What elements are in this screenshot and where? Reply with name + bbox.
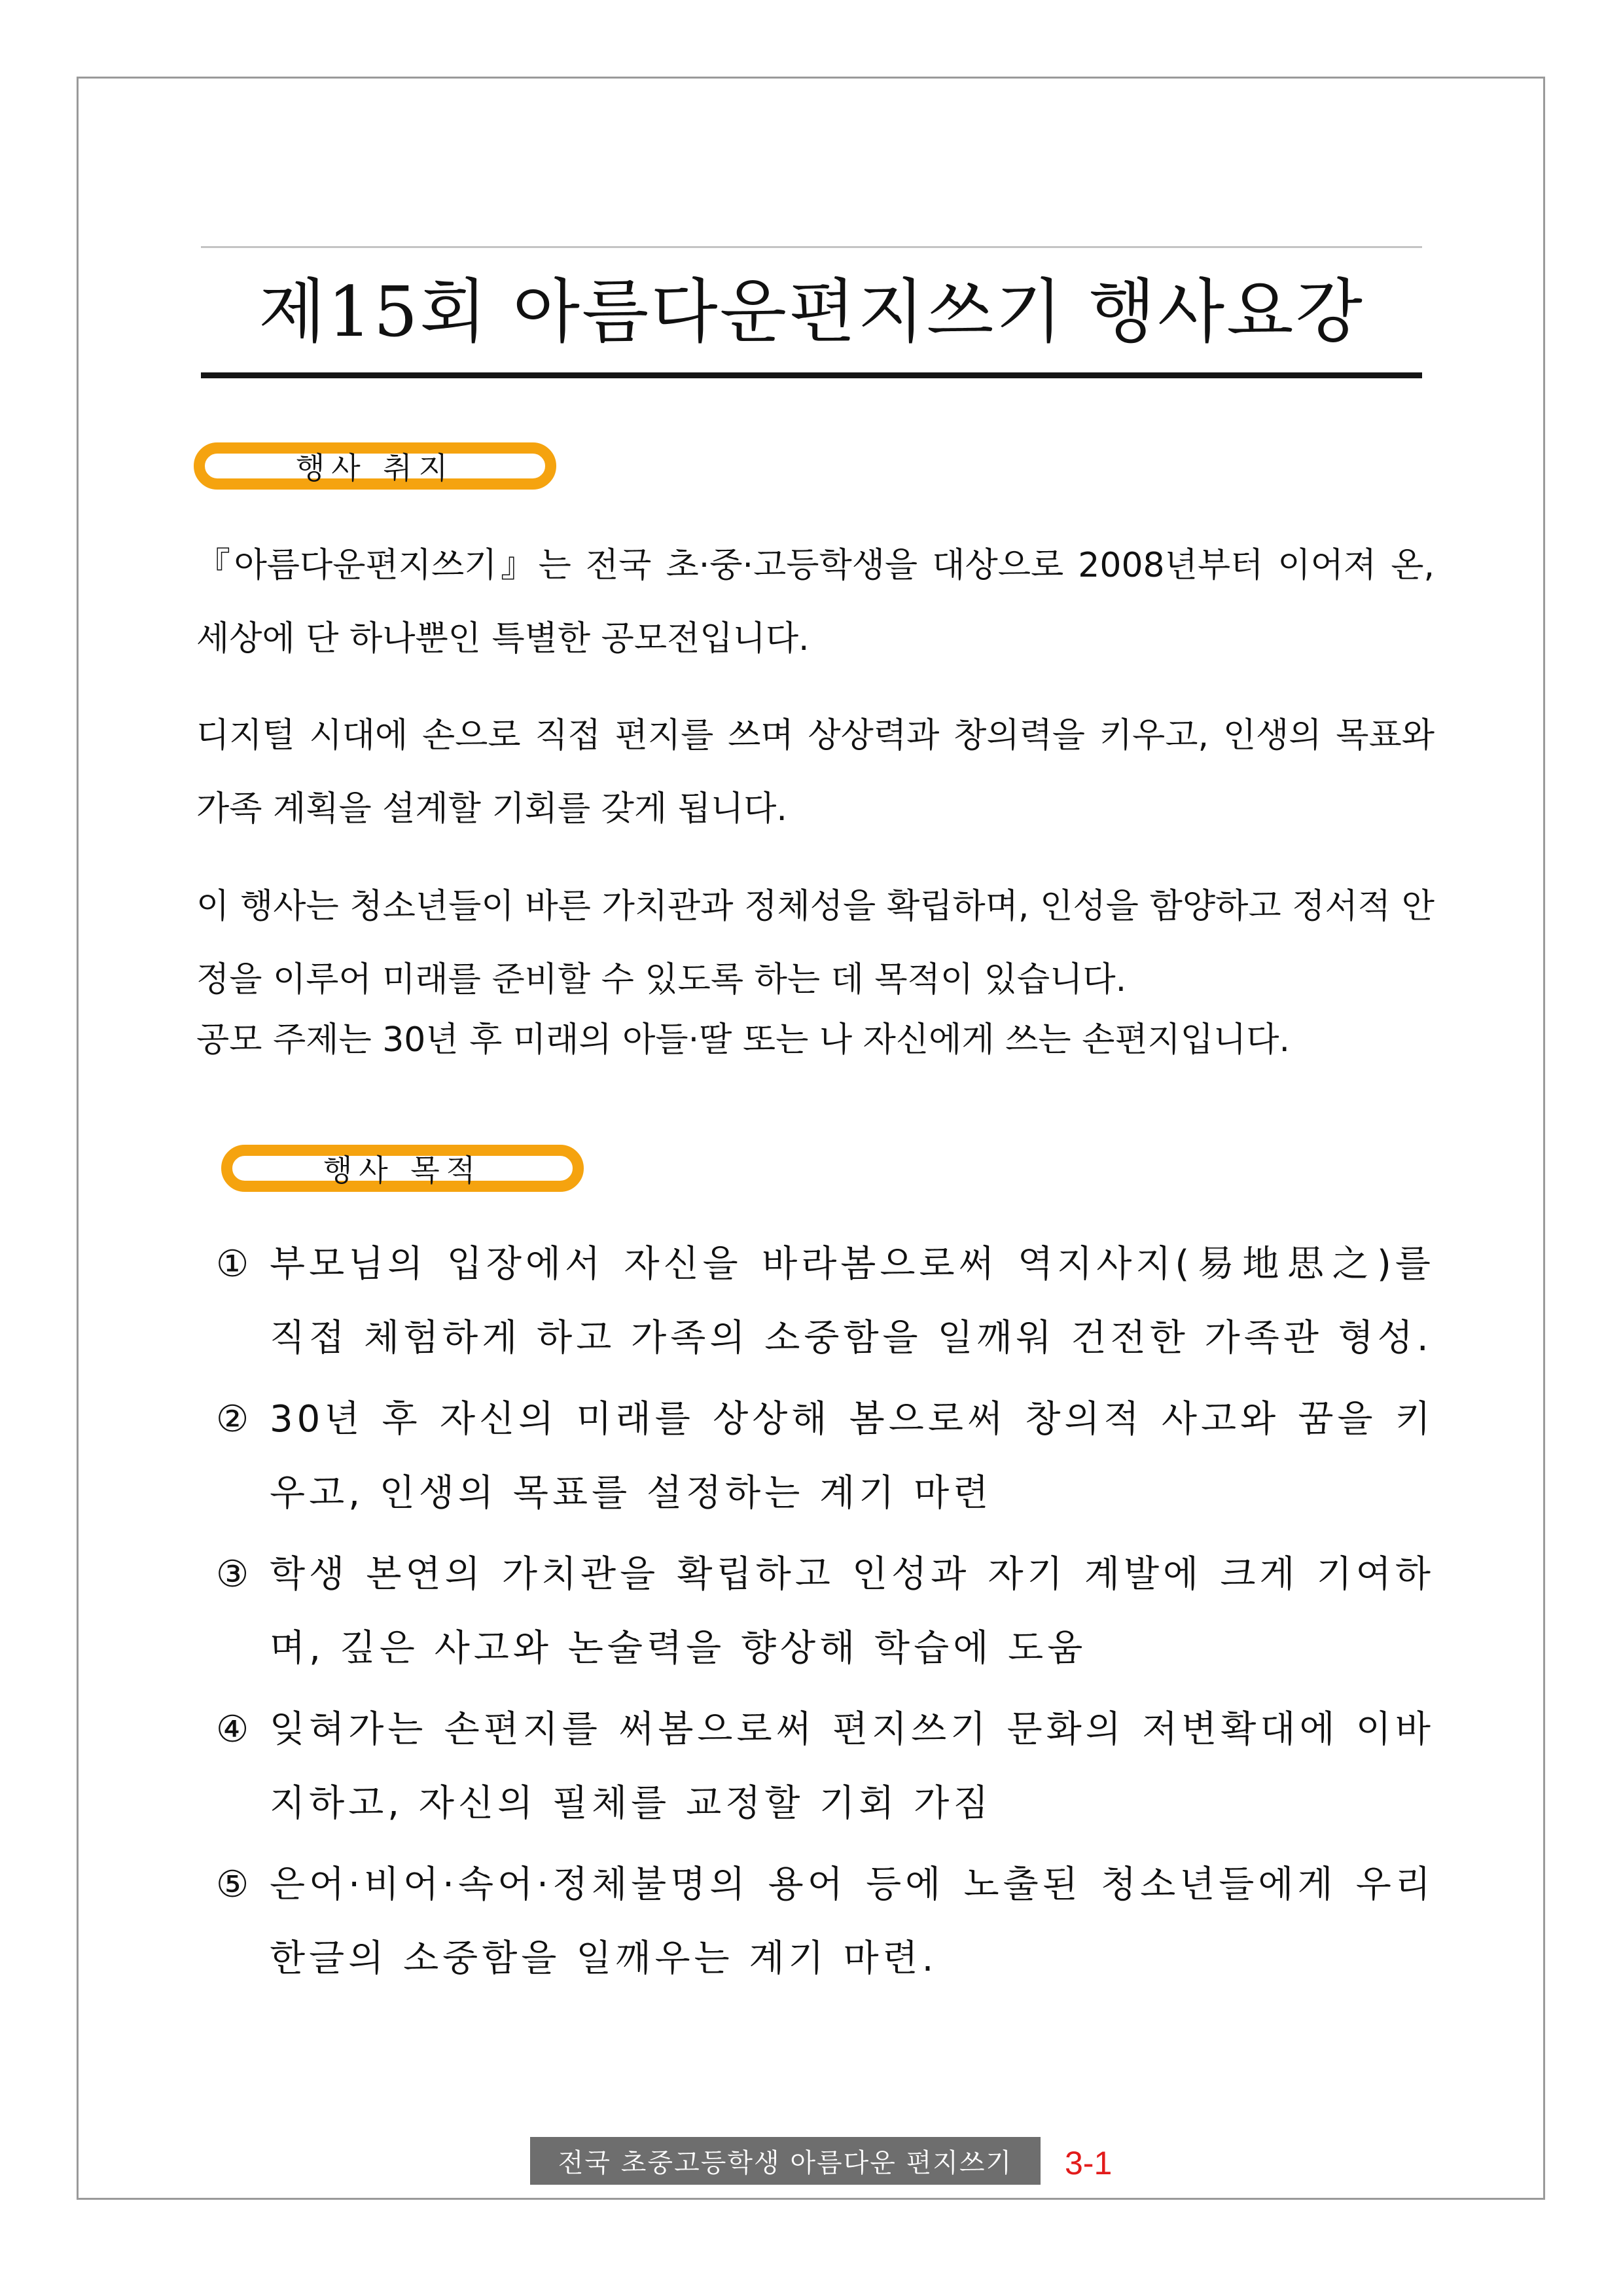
section-heading-objectives-label: 행사 목적 bbox=[323, 1153, 482, 1188]
purpose-paragraph-3: 이 행사는 청소년들이 바른 가치관과 정체성을 확립하며, 인성을 함양하고 정서적 안정을 이루어 미래를 준비할 수 있도록 하는 데 목적이 있습니다. bbox=[196, 887, 1435, 999]
list-item bbox=[216, 1382, 1435, 1530]
list-item-number: ④ bbox=[216, 1708, 249, 1751]
list-item bbox=[216, 1227, 1435, 1375]
footer-banner bbox=[530, 2137, 1041, 2185]
purpose-paragraph-4: 공모 주제는 30년 후 미래의 아들·딸 또는 나 자신에게 쓰는 손편지입니다. bbox=[196, 1020, 1291, 1060]
list-item bbox=[216, 1848, 1435, 1996]
list-item-number: ① bbox=[216, 1243, 249, 1285]
list-item-text: 은어·비어·속어·정체불명의 용어 등에 노출된 청소년들에게 우리 한글의 소중함을 일깨우는 계기 마련. bbox=[270, 1863, 1435, 1980]
footer-label: 전국 초중고등학생 아름다운 편지쓰기 bbox=[558, 2148, 1013, 2178]
section-heading-objectives bbox=[221, 1145, 584, 1192]
section-heading-purpose-label: 행사 취지 bbox=[295, 450, 455, 486]
purpose-paragraph-2: 디지털 시대에 손으로 직접 편지를 쓰며 상상력과 창의력을 키우고, 인생의 목표와 가족 계획을 설계할 기회를 갖게 됩니다. bbox=[196, 716, 1435, 829]
list-item bbox=[216, 1693, 1435, 1840]
title-bottom-rule bbox=[201, 372, 1422, 378]
objectives-list bbox=[216, 1227, 1435, 2003]
purpose-paragraph-1: 『아름다운편지쓰기』는 전국 초·중·고등학생을 대상으로 2008년부터 이어져 온, 세상에 단 하나뿐인 특별한 공모전입니다. bbox=[196, 546, 1435, 658]
list-item-text: 학생 본연의 가치관을 확립하고 인성과 자기 계발에 크게 기여하며, 깊은 사고와 논술력을 향상해 학습에 도움 bbox=[270, 1553, 1435, 1670]
list-item bbox=[216, 1537, 1435, 1685]
list-item-text: 잊혀가는 손편지를 써봄으로써 편지쓰기 문화의 저변확대에 이바지하고, 자신의 필체를 교정할 기회 가짐 bbox=[270, 1708, 1435, 1825]
list-item-text: 부모님의 입장에서 자신을 바라봄으로써 역지사지(易地思之)를 직접 체험하게 하고 가족의 소중함을 일깨워 건전한 가족관 형성. bbox=[270, 1243, 1435, 1359]
page-title: 제15회 아름다운편지쓰기 행사요강 bbox=[259, 272, 1364, 352]
list-item-text: 30년 후 자신의 미래를 상상해 봄으로써 창의적 사고와 꿈을 키우고, 인생의 목표를 설정하는 계기 마련 bbox=[270, 1398, 1435, 1515]
list-item-number: ③ bbox=[216, 1553, 249, 1596]
page-number: 3-1 bbox=[1065, 2144, 1113, 2181]
title-top-rule bbox=[201, 246, 1422, 248]
section-heading-purpose bbox=[194, 442, 556, 490]
list-item-number: ⑤ bbox=[216, 1863, 249, 1906]
list-item-number: ② bbox=[216, 1398, 249, 1441]
